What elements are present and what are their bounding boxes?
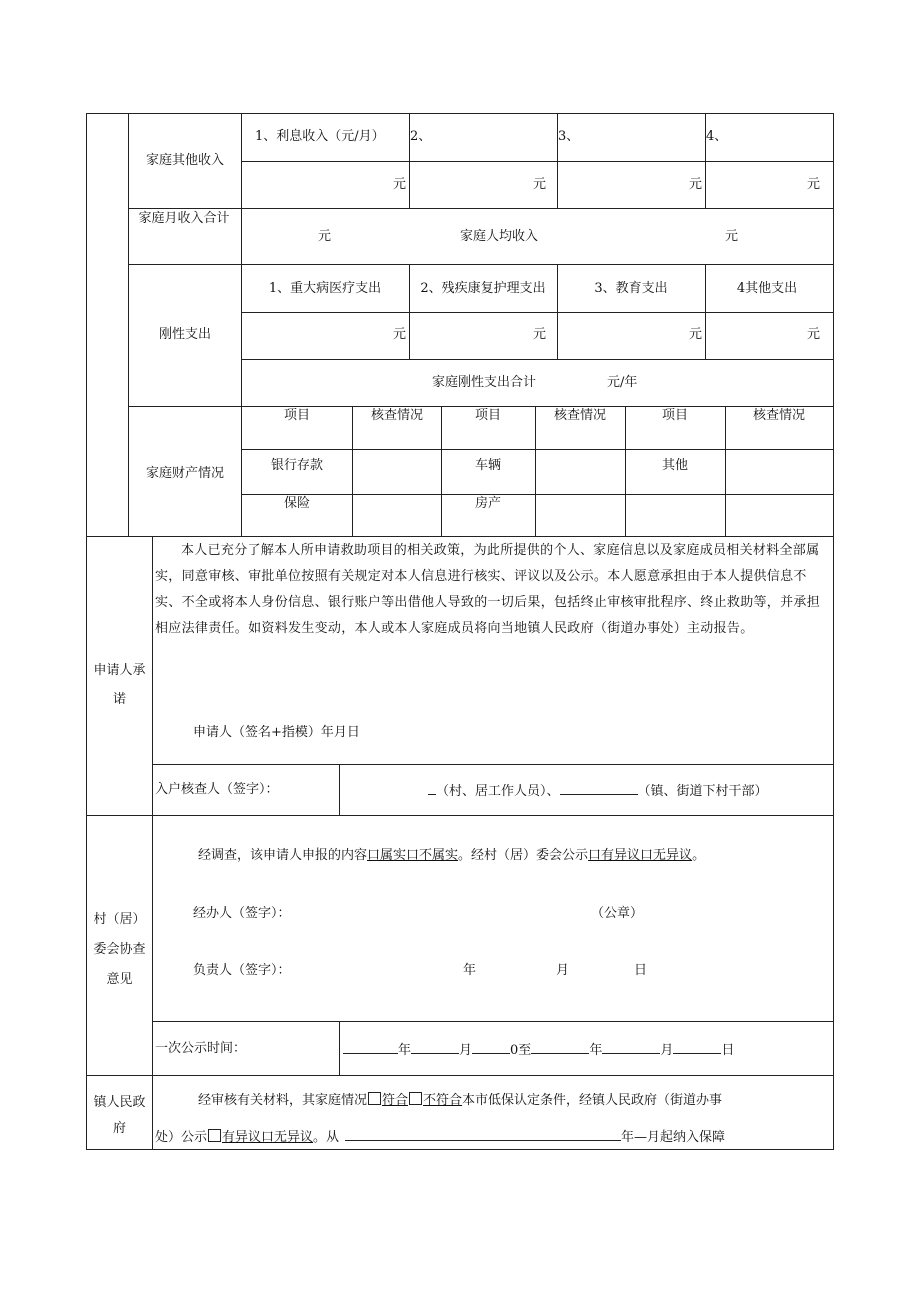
income-unit-4: 元 xyxy=(806,177,820,192)
town-line-1 xyxy=(198,1092,722,1109)
handler-signature: 经办人（签字）： xyxy=(193,906,291,921)
expense-unit-1: 元 xyxy=(392,327,406,342)
other-income-label: 家庭其他收入 xyxy=(145,153,225,168)
property-header-2: 核查情况 xyxy=(370,408,424,423)
property-header-6: 核查情况 xyxy=(752,408,806,423)
expense-item-1: 1、重大病医疗支出 xyxy=(268,281,382,296)
rigid-expense-total-unit: 元/年 xyxy=(607,375,638,390)
expense-item-2: 2、残疾康复护理支出 xyxy=(420,281,546,296)
rigid-expense-total-label: 家庭刚性支出合计 xyxy=(432,375,537,390)
expense-unit-4: 元 xyxy=(806,327,820,342)
town-line2-from: 。从 xyxy=(313,1130,340,1145)
town-line-2 xyxy=(155,1128,725,1146)
pub-month2-blank[interactable] xyxy=(602,1041,660,1054)
not-meet-option[interactable]: 不符合 xyxy=(423,1093,463,1108)
property-item-other: 其他 xyxy=(661,458,689,473)
pub-month-label: 月 xyxy=(459,1043,473,1058)
meet-option[interactable]: 符合 xyxy=(382,1093,409,1108)
objection-checkbox[interactable] xyxy=(208,1129,221,1142)
income-item-2: 2、 xyxy=(410,129,432,144)
verifier-line xyxy=(428,782,768,800)
sign-month: 月 xyxy=(556,963,570,978)
verifier-village-blank[interactable] xyxy=(428,782,436,795)
property-header-4: 核查情况 xyxy=(553,408,607,423)
monthly-income-unit: 元 xyxy=(318,229,332,244)
income-item-1: 1、利息收入（元/月） xyxy=(255,129,385,144)
pub-month2-label: 月 xyxy=(660,1043,674,1058)
verifier-town-text: （镇、街道下村干部） xyxy=(637,784,768,799)
investigation-prefix: 经调查，该申请人申报的内容 xyxy=(198,848,368,863)
property-header-3: 项目 xyxy=(474,408,502,423)
per-capita-income-label: 家庭人均收入 xyxy=(460,229,539,244)
property-header-5: 项目 xyxy=(661,408,689,423)
town-line2-suffix: 年—月起纳入保障 xyxy=(621,1130,726,1145)
objection-option[interactable]: 口有异议口无异议 xyxy=(588,848,693,863)
publicity-date-line xyxy=(343,1041,734,1059)
expense-unit-3: 元 xyxy=(688,327,702,342)
expense-item-4: 4其他支出 xyxy=(736,281,798,296)
income-item-4: 4、 xyxy=(706,129,728,144)
income-unit-1: 元 xyxy=(392,177,406,192)
property-label: 家庭财产情况 xyxy=(145,466,225,481)
start-date-blank[interactable] xyxy=(345,1128,621,1141)
property-item-vehicle: 车辆 xyxy=(474,458,502,473)
town-line1-suffix: 本市低保认定条件，经镇人民政府（街道办事 xyxy=(462,1093,723,1108)
village-label: 村（居）委会协查意见 xyxy=(93,912,146,987)
expense-unit-2: 元 xyxy=(532,327,546,342)
applicant-signature: 申请人（签名+指模）年月日 xyxy=(193,725,360,740)
monthly-income-label: 家庭月收入合计 xyxy=(138,211,230,226)
town-line2-prefix: 处）公示 xyxy=(155,1130,208,1145)
property-header-1: 项目 xyxy=(283,408,311,423)
pub-year2-blank[interactable] xyxy=(531,1041,589,1054)
verifier-label: 入户核查人（签字）： xyxy=(155,782,279,797)
pub-month-blank[interactable] xyxy=(411,1041,459,1054)
per-capita-income-unit: 元 xyxy=(725,229,739,244)
property-item-house: 房产 xyxy=(474,496,502,511)
truth-option[interactable]: 口属实口不属实 xyxy=(367,848,459,863)
investigation-end: 。 xyxy=(692,848,706,863)
responsible-signature: 负责人（签字）： xyxy=(193,963,291,978)
meet-checkbox[interactable] xyxy=(368,1092,381,1105)
pub-year2-label: 年 xyxy=(589,1043,603,1058)
expense-item-3: 3、教育支出 xyxy=(594,281,668,296)
income-unit-2: 元 xyxy=(532,177,546,192)
sign-day: 日 xyxy=(634,963,648,978)
verifier-village-text: （村、居工作人员）、 xyxy=(436,784,560,799)
official-seal: （公章） xyxy=(591,906,644,921)
village-investigation-line xyxy=(198,848,705,864)
property-item-bank: 银行存款 xyxy=(270,458,324,473)
pub-year-label: 年 xyxy=(398,1043,412,1058)
town-objection-option[interactable]: 有异议口无异议 xyxy=(222,1130,314,1145)
pub-day-label: 0至 xyxy=(510,1043,532,1058)
property-item-insurance: 保险 xyxy=(283,496,311,511)
pub-year-blank[interactable] xyxy=(343,1041,398,1054)
town-line1-prefix: 经审核有关材料，其家庭情况 xyxy=(198,1093,368,1108)
verifier-town-blank[interactable] xyxy=(560,782,638,795)
income-item-3: 3、 xyxy=(558,129,580,144)
not-meet-checkbox[interactable] xyxy=(409,1092,422,1105)
commitment-text: 本人已充分了解本人所申请救助项目的相关政策，为此所提供的个人、家庭信息以及家庭成员相关材料全部属实，同意审核、审批单位按照有关规定对本人信息进行核实、评议以及公示。本人愿意承担由于本人提供信息不实、不全或将本人身份信息、银行账户等出借他人导致的一切后果，包括终止审核审批程序、终止救助等，并承担相应法律责任。如资料发生变动，本人或本人家庭成员将向当地镇人民政府（街道办事处）主动报告。 xyxy=(155,543,821,636)
commitment-label: 申请人承诺 xyxy=(93,663,146,707)
publicity-label: 一次公示时间： xyxy=(155,1041,247,1056)
pub-day2-blank[interactable] xyxy=(673,1041,721,1054)
rigid-expense-label: 刚性支出 xyxy=(158,327,212,342)
pub-day-blank[interactable] xyxy=(472,1041,510,1054)
investigation-mid: 。经村（居）委会公示 xyxy=(458,848,589,863)
town-label: 镇人民政府 xyxy=(93,1095,146,1136)
sign-year: 年 xyxy=(463,963,477,978)
pub-day2-label: 日 xyxy=(721,1043,735,1058)
income-unit-3: 元 xyxy=(688,177,702,192)
